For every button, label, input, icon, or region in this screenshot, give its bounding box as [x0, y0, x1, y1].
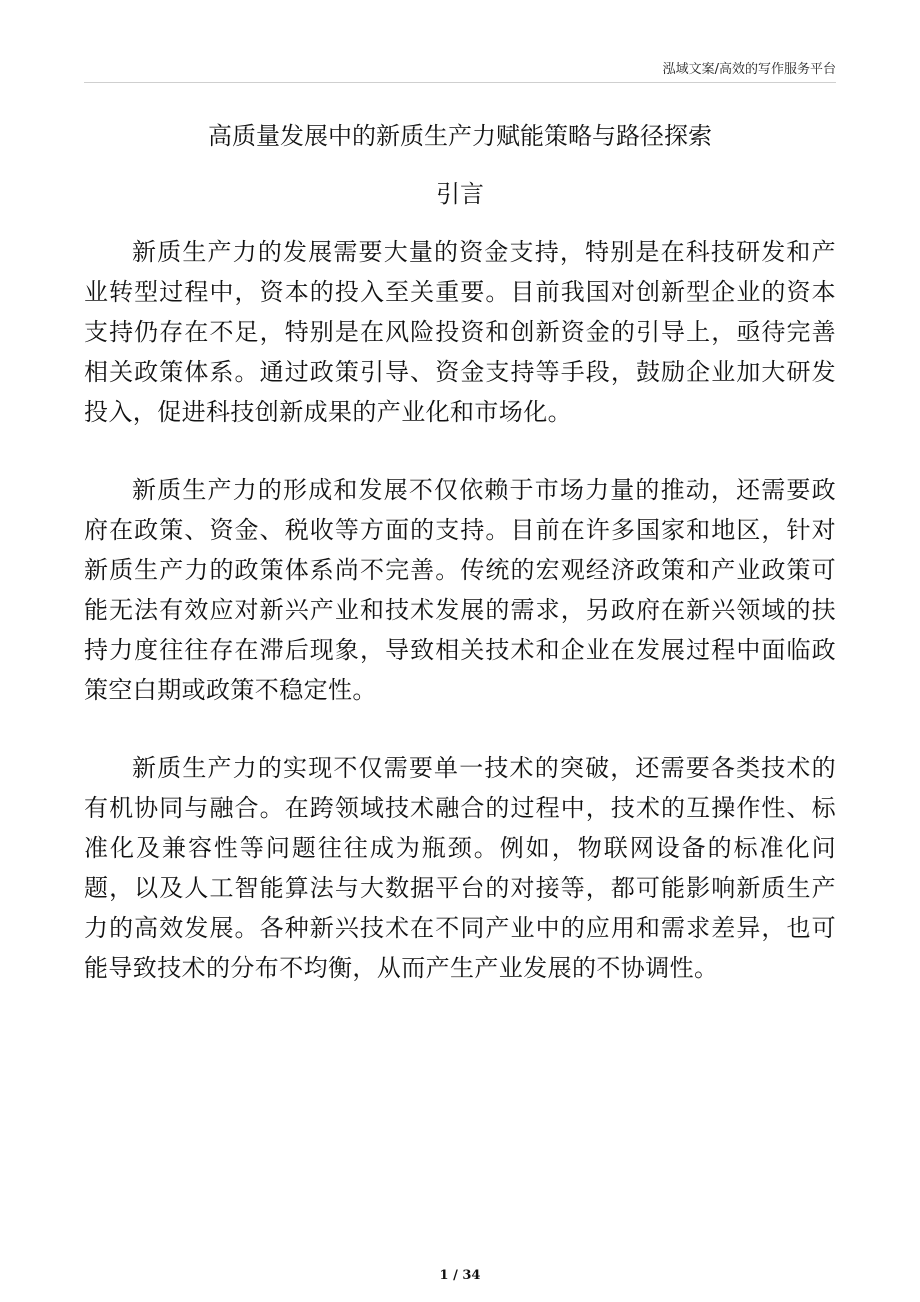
document-title: 高质量发展中的新质生产力赋能策略与路径探索: [208, 122, 712, 150]
paragraph: 新质生产力的形成和发展不仅依赖于市场力量的推动，还需要政府在政策、资金、税收等方面的支持。目前在许多国家和地区，针对新质生产力的政策体系尚不完善。传统的宏观经济政策和产业政策可能无法有效应对新兴产业和技术发展的需求，另政府在新兴领域的扶持力度往往存在滞后现象，导致相关技术和企业在发展过程中面临政策空白期或政策不稳定性。: [84, 476, 836, 704]
body-text: [84, 232, 836, 1026]
header-divider: [84, 82, 836, 83]
paragraph: 新质生产力的实现不仅需要单一技术的突破，还需要各类技术的有机协同与融合。在跨领域技术融合的过程中，技术的互操作性、标准化及兼容性等问题往往成为瓶颈。例如，物联网设备的标准化问题，以及人工智能算法与大数据平台的对接等，都可能影响新质生产力的高效发展。各种新兴技术在不同产业中的应用和需求差异，也可能导致技术的分布不均衡，从而产生产业发展的不协调性。: [84, 754, 836, 982]
paragraph: 新质生产力的发展需要大量的资金支持，特别是在科技研发和产业转型过程中，资本的投入至关重要。目前我国对创新型企业的资本支持仍存在不足，特别是在风险投资和创新资金的引导上，亟待完善相关政策体系。通过政策引导、资金支持等手段，鼓励企业加大研发投入，促进科技创新成果的产业化和市场化。: [84, 238, 836, 426]
page-header: 泓域文案/高效的写作服务平台: [662, 62, 836, 77]
page-number: 1 / 34: [439, 1268, 481, 1283]
section-heading: 引言: [436, 180, 484, 208]
